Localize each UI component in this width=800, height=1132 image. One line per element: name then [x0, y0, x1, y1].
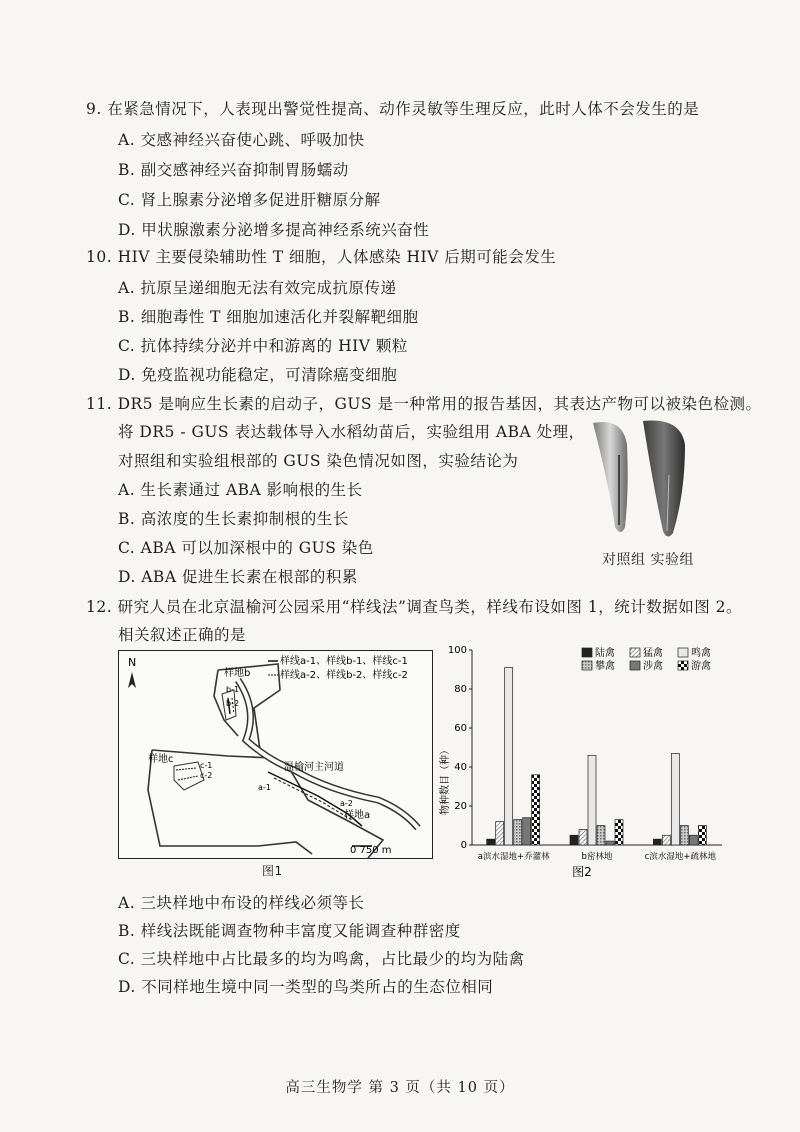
- bar: [680, 826, 688, 846]
- map-legend-line2: 样线a-2、样线b-2、样线c-2: [280, 670, 408, 681]
- bar: [653, 839, 661, 845]
- legend-swatch: [630, 648, 640, 657]
- a2-label: a-2: [340, 799, 353, 808]
- root-staining-figure: [585, 415, 695, 545]
- q12-option-d: D. 不同样地生境中同一类型的鸟类所占的生态位相同: [118, 978, 494, 996]
- a1-label: a-1: [258, 783, 271, 792]
- q11-option-d: D. ABA 促进生长素在根部的积累: [118, 568, 358, 586]
- q9-stem: 9. 在紧急情况下，人表现出警觉性提高、动作灵敏等生理反应，此时人体不会发生的是: [86, 100, 700, 118]
- q12-option-c: C. 三块样地中占比最多的均为鸣禽，占比最少的均为陆禽: [118, 950, 525, 968]
- q11-option-a: A. 生长素通过 ABA 影响根的生长: [118, 481, 363, 499]
- legend-label: 陆禽: [595, 648, 615, 659]
- c2-label: c-2: [200, 771, 213, 780]
- q11-stem-line2: 将 DR5 - GUS 表达载体导入水稻幼苗后，实验组用 ABA 处理，: [118, 423, 585, 441]
- bar: [505, 668, 513, 845]
- bar: [570, 835, 578, 845]
- c1-label: c-1: [200, 761, 213, 770]
- transect-map: [118, 650, 434, 860]
- treatment-root-image: [643, 421, 685, 537]
- legend-label: 猛禽: [643, 648, 663, 659]
- b1-label: b-1: [226, 685, 240, 694]
- y-axis-label: 物种数目（种）: [440, 745, 451, 815]
- page-footer: 高三生物学 第 3 页（共 10 页）: [285, 1080, 515, 1096]
- legend-swatch: [678, 661, 688, 670]
- x-tick-label: b密林地: [581, 852, 613, 862]
- q12-option-b: B. 样线法既能调查物种丰富度又能调查种群密度: [118, 922, 461, 940]
- y-tick-label: 40: [454, 762, 467, 773]
- legend-label: 涉禽: [643, 661, 663, 672]
- bird-species-chart: [432, 640, 732, 880]
- bar: [523, 818, 531, 845]
- bar: [496, 822, 504, 845]
- q10-option-b: B. 细胞毒性 T 细胞加速活化并裂解靶细胞: [118, 308, 419, 326]
- q11-option-c: C. ABA 可以加深根中的 GUS 染色: [118, 539, 374, 557]
- q10-option-d: D. 免疫监视功能稳定，可清除癌变细胞: [118, 366, 398, 384]
- q10-stem: 10. HIV 主要侵染辅助性 T 细胞，人体感染 HIV 后期可能会发生: [86, 248, 557, 266]
- y-tick-label: 0: [460, 840, 467, 851]
- b2-label: b-2: [226, 699, 240, 708]
- q10-option-a: A. 抗原呈递细胞无法有效完成抗原传递: [118, 279, 397, 297]
- x-tick-label: a滨水湿地+乔灌林: [477, 852, 550, 862]
- q12-stem-line2: 相关叙述正确的是: [118, 626, 247, 644]
- legend-swatch: [678, 648, 688, 657]
- bar: [671, 753, 679, 845]
- chart-caption: 图2: [572, 865, 592, 879]
- bar: [662, 835, 670, 845]
- q9-option-c: C. 肾上腺素分泌增多促进肝糖原分解: [118, 191, 381, 209]
- legend-label: 鸣禽: [691, 648, 711, 659]
- y-tick-label: 100: [447, 645, 467, 656]
- bar: [606, 841, 614, 845]
- control-root-image: [593, 422, 628, 532]
- q9-option-a: A. 交感神经兴奋使心跳、呼吸加快: [118, 131, 365, 149]
- bar: [597, 826, 605, 846]
- y-tick-label: 60: [454, 723, 467, 734]
- bar: [588, 755, 596, 845]
- north-label: N: [128, 656, 137, 669]
- bar: [615, 820, 623, 845]
- q12-option-a: A. 三块样地中布设的样线必须等长: [118, 894, 365, 912]
- bar: [698, 826, 706, 846]
- x-tick-label: c滨水湿地+疏林地: [644, 852, 716, 862]
- legend-label: 游禽: [691, 661, 711, 672]
- q9-option-d: D. 甲状腺激素分泌增多提高神经系统兴奋性: [118, 221, 430, 239]
- y-tick-label: 80: [454, 684, 467, 695]
- map-legend-line1: 样线a-1、样线b-1、样线c-1: [280, 656, 408, 667]
- q9-option-b: B. 副交感神经兴奋抑制胃肠蠕动: [118, 161, 349, 179]
- bar: [487, 839, 495, 845]
- root-figure-label: 对照组 实验组: [602, 552, 694, 568]
- q11-stem-line3: 对照组和实验组根部的 GUS 染色情况如图，实验结论为: [118, 452, 519, 470]
- map-caption: 图1: [262, 864, 283, 878]
- plot-c-label: 样地c: [148, 754, 174, 765]
- legend-swatch: [582, 661, 592, 670]
- q10-option-c: C. 抗体持续分泌并中和游离的 HIV 颗粒: [118, 337, 408, 355]
- map-scale: 0 750 m: [350, 845, 392, 856]
- q12-stem-line1: 12. 研究人员在北京温榆河公园采用“样线法”调查鸟类，样线布设如图 1，统计数据如图 2。: [86, 598, 743, 616]
- river-label: 温榆河主河道: [284, 762, 344, 773]
- plot-b-label: 样地b: [224, 668, 251, 679]
- legend-swatch: [582, 648, 592, 657]
- legend-swatch: [630, 661, 640, 670]
- bar: [689, 835, 697, 845]
- bar: [532, 775, 540, 845]
- bar: [514, 820, 522, 845]
- plot-a-label: 样地a: [344, 810, 371, 821]
- q11-option-b: B. 高浓度的生长素抑制根的生长: [118, 510, 349, 528]
- legend-label: 攀禽: [595, 661, 615, 672]
- bar: [579, 829, 587, 845]
- q11-stem-line1: 11. DR5 是响应生长素的启动子，GUS 是一种常用的报告基因，其表达产物可以被染色检测。: [86, 395, 762, 413]
- y-tick-label: 20: [454, 801, 467, 812]
